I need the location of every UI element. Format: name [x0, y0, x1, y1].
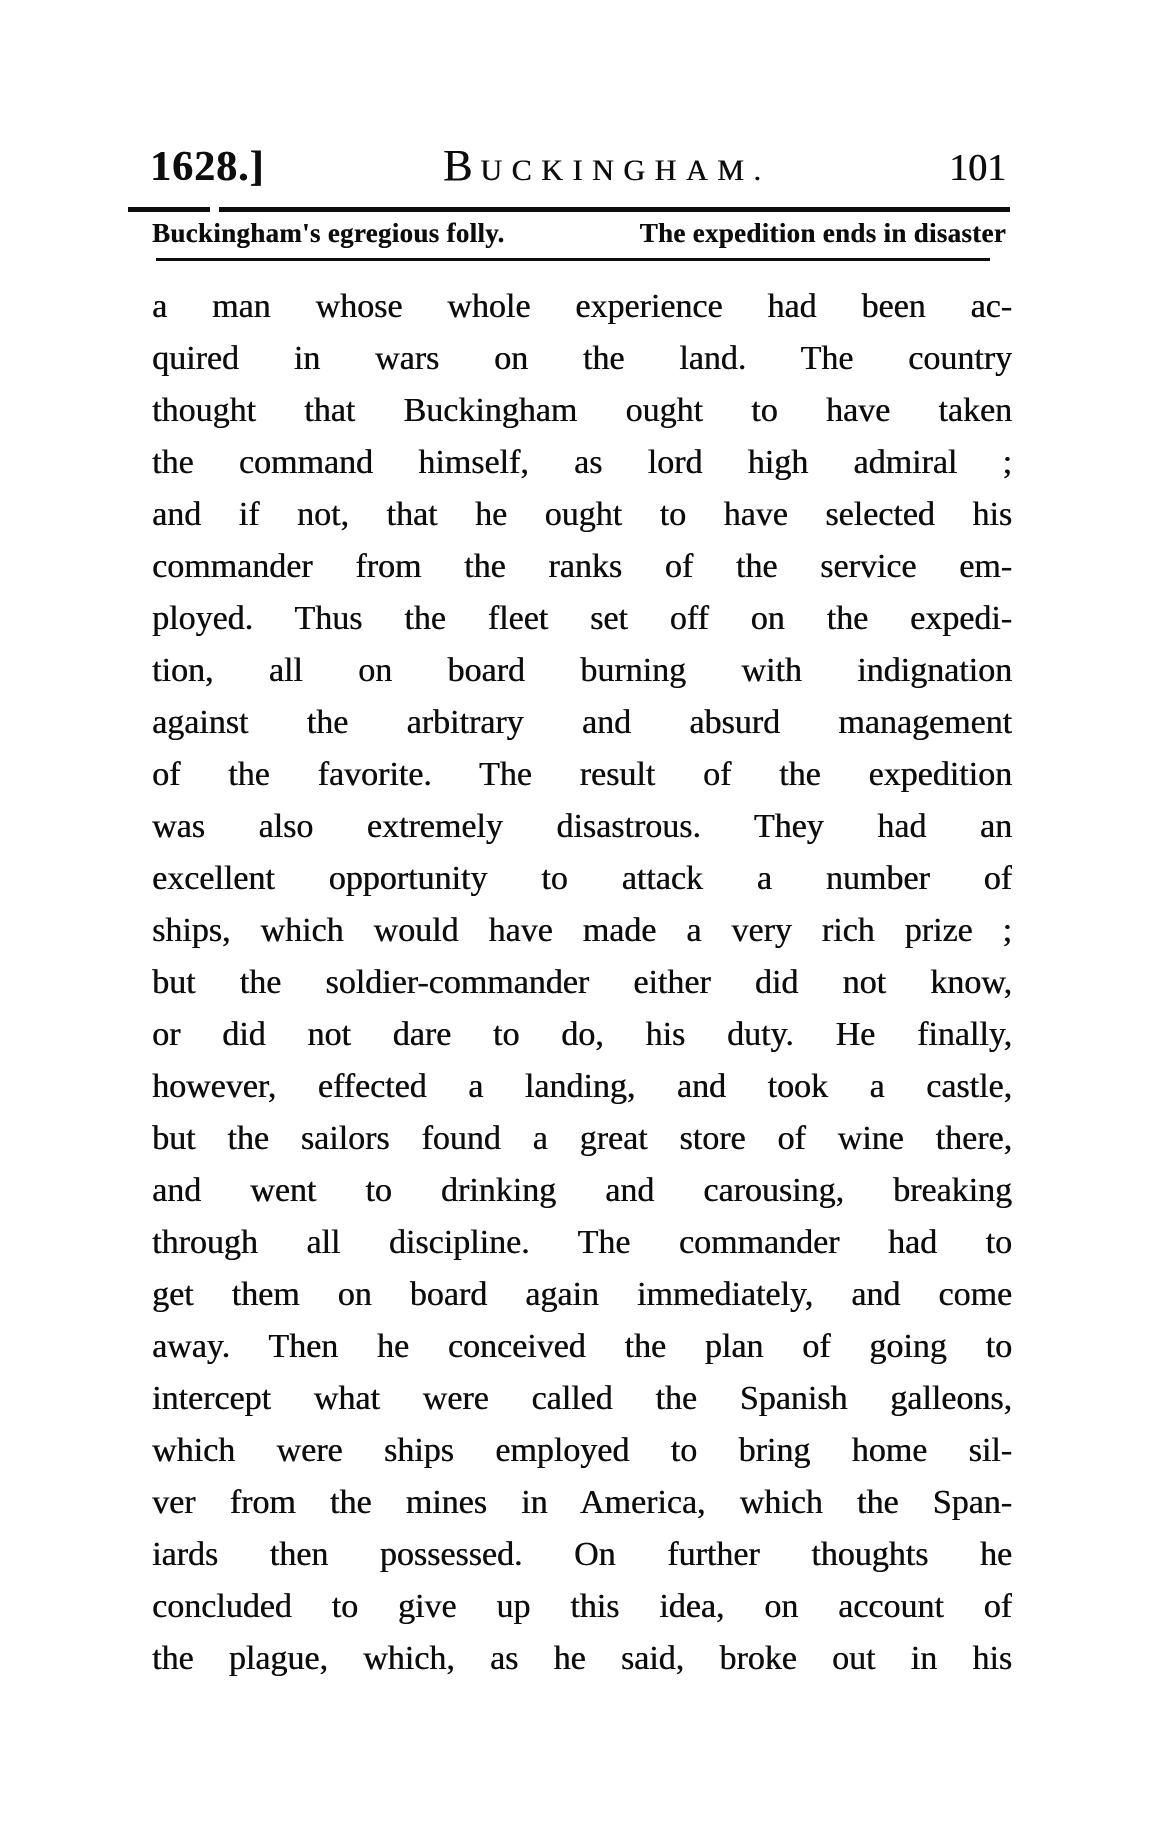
page-header: [150, 140, 1006, 191]
text-line: intercept what were called the Spanish galleons,: [152, 1380, 1012, 1417]
text-line: was also extremely disastrous. They had an: [152, 808, 1012, 845]
text-line: concluded to give up this idea, on account of: [152, 1588, 1012, 1625]
text-line: of the favorite. The result of the expedition: [152, 756, 1012, 793]
text-line: ployed. Thus the fleet set off on the expedi-: [152, 600, 1012, 637]
date-label: 1628.]: [150, 144, 265, 190]
text-line: however, effected a landing, and took a castle,: [152, 1068, 1012, 1105]
text-line: or did not dare to do, his duty. He finally,: [152, 1016, 1012, 1053]
text-line: ver from the mines in America, which the Span-: [152, 1484, 1012, 1521]
text-line: ships, which would have made a very rich prize ;: [152, 912, 1012, 949]
text-line: get them on board again immediately, and come: [152, 1276, 1012, 1313]
text-line: commander from the ranks of the service em-: [152, 548, 1012, 585]
running-title: BUCKINGHAM.: [443, 141, 771, 190]
text-line: iards then possessed. On further thoughts he: [152, 1536, 1012, 1573]
section-head-left: Buckingham's egregious folly.: [152, 218, 505, 248]
header-rule-right-segment: [219, 207, 1010, 212]
text-line: but the soldier-commander either did not know,: [152, 964, 1012, 1001]
text-line: and if not, that he ought to have selected his: [152, 496, 1012, 533]
section-head-right: The expedition ends in disaster: [639, 218, 1006, 248]
section-heads: [152, 218, 1006, 249]
text-line: the plague, which, as he said, broke out in his: [152, 1640, 1012, 1677]
text-line: but the sailors found a great store of wine there,: [152, 1120, 1012, 1157]
text-line: a man whose whole experience had been ac-: [152, 288, 1012, 325]
page-number: 101: [948, 147, 1006, 189]
header-rule: [128, 207, 1010, 212]
text-line: quired in wars on the land. The country: [152, 340, 1012, 377]
text-line: through all discipline. The commander had to: [152, 1224, 1012, 1261]
text-line: tion, all on board burning with indignation: [152, 652, 1012, 689]
text-line: and went to drinking and carousing, breaking: [152, 1172, 1012, 1209]
text-line: which were ships employed to bring home sil-: [152, 1432, 1012, 1469]
text-line: the command himself, as lord high admiral ;: [152, 444, 1012, 481]
text-line: against the arbitrary and absurd management: [152, 704, 1012, 741]
body-text: [152, 281, 1012, 1685]
header-rule-gap: [210, 207, 219, 212]
text-line: excellent opportunity to attack a number of: [152, 860, 1012, 897]
subhead-rule: [156, 258, 990, 261]
text-line: thought that Buckingham ought to have taken: [152, 392, 1012, 429]
header-rule-left-segment: [128, 207, 210, 212]
text-line: away. Then he conceived the plan of going to: [152, 1328, 1012, 1365]
